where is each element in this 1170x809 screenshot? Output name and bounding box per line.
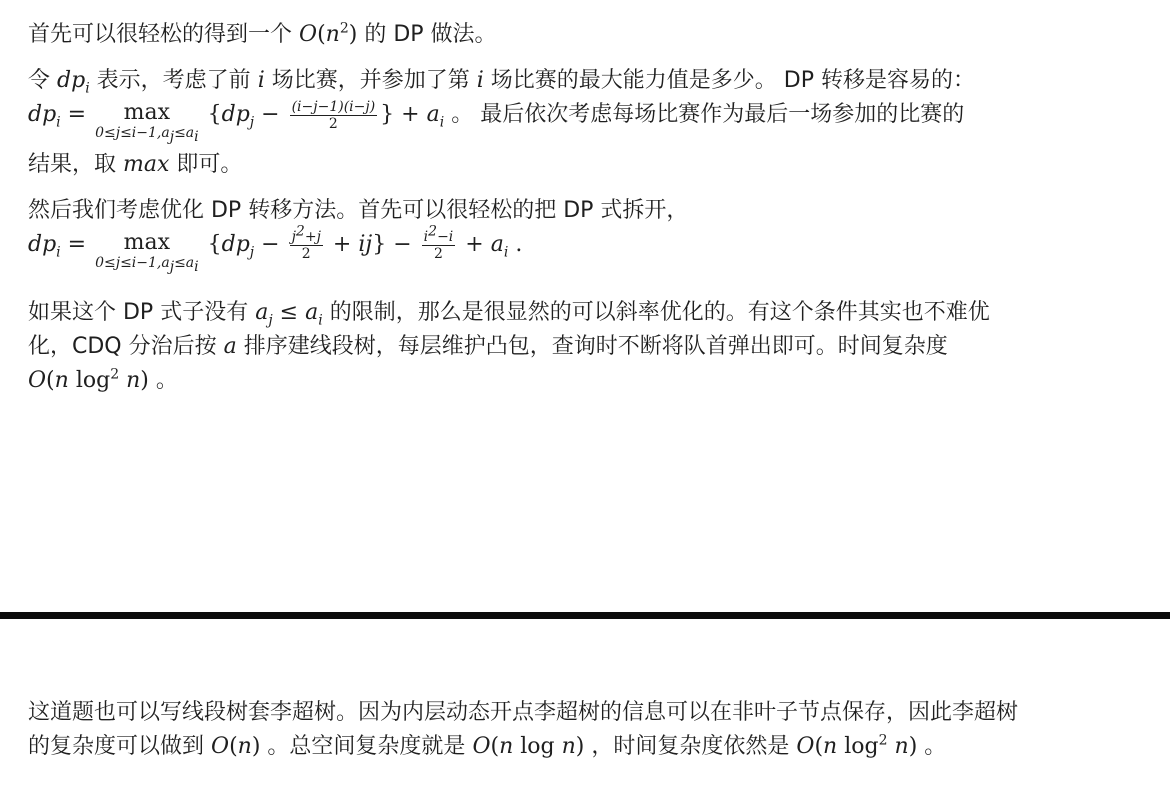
- opt-line-1: [28, 296, 1138, 330]
- alt-text: 。总空间复杂度就是: [267, 734, 466, 759]
- constraint-formula: $a_j \le a_i$: [255, 300, 323, 329]
- def-text: 表示，考虑了前: [96, 68, 251, 93]
- solution-part-1: [28, 18, 1138, 410]
- dp-j: $dp_j$: [221, 102, 255, 131]
- opt-line-2: [28, 330, 1138, 364]
- opt-text: 。: [155, 368, 178, 393]
- fraction-i: $\frac{i^2-i}{2}$: [423, 222, 454, 262]
- paragraph-expand: [28, 194, 1138, 284]
- period: .: [515, 232, 523, 257]
- transition-equation-1: [28, 98, 1138, 154]
- opt-text: 的限制，那么是很显然的可以斜率优化的。有这个条件其实也不难优: [329, 300, 990, 325]
- var-a: a: [223, 334, 237, 359]
- alt-text: 。: [924, 734, 947, 759]
- formula-paren: ): [348, 22, 365, 47]
- definition-line-1: [28, 64, 1138, 98]
- paragraph-optimization: [28, 296, 1138, 398]
- expand-text: 然后我们考虑优化 DP 转移方法。首先可以很轻松的把 DP 式拆开，: [28, 198, 689, 223]
- dp-symbol: $dp_i$: [28, 102, 61, 131]
- plus: +: [401, 102, 427, 127]
- section-divider: [0, 612, 1170, 619]
- def-text: 场比赛的最大能力值是多少。 DP 转移是容易的：: [490, 68, 975, 93]
- complexity-formula: O: [28, 368, 47, 393]
- intro-text: 首先可以很轻松的得到一个: [28, 22, 293, 47]
- complexity-formula: O: [211, 734, 230, 759]
- formula-paren: (: [317, 22, 326, 47]
- brace-open: {: [207, 232, 222, 257]
- opt-line-3: O(n $\log^2 n$) 。: [28, 366, 178, 393]
- alt-line-1: 这道题也可以写线段树套李超树。因为内层动态开点李超树的信息可以在非叶子节点保存，因此李超树: [28, 700, 1019, 725]
- definition-line-3: [28, 148, 1138, 182]
- var-i: i: [476, 68, 484, 93]
- equals: =: [67, 102, 94, 127]
- dp-symbol: $dp_i$: [28, 232, 61, 261]
- def-text: 结果，取: [28, 152, 117, 177]
- opt-text: 如果这个 DP 式子没有: [28, 300, 249, 325]
- def-text: 场比赛，并参加了第: [271, 68, 470, 93]
- complexity-formula: O: [472, 734, 491, 759]
- def-text: 即可。: [176, 152, 243, 177]
- alt-text: ，时间复杂度依然是: [591, 734, 790, 759]
- solution-part-2: [28, 696, 1138, 764]
- brace-close: }: [372, 232, 387, 257]
- alt-text: 的复杂度可以做到: [28, 734, 205, 759]
- minus: −: [261, 232, 287, 257]
- alt-line-2: 的复杂度可以做到 O(n) 。总空间复杂度就是 O(n log n) ，时间复杂度依然是 O(n $\log^2 n$) 。: [28, 732, 947, 759]
- plus: +: [465, 232, 491, 257]
- brace-close: }: [380, 102, 395, 127]
- minus: −: [393, 232, 419, 257]
- brace-open: {: [207, 102, 222, 127]
- var-i: i: [257, 68, 265, 93]
- a-i: $a_i$: [490, 232, 509, 261]
- term-ij: ij: [358, 232, 373, 257]
- complexity-formula: O: [299, 22, 318, 47]
- def-text: 。 最后依次考虑每场比赛作为最后一场参加的比赛的: [451, 102, 965, 127]
- formula-exp: 2: [339, 20, 349, 37]
- plus: +: [332, 232, 359, 257]
- fraction-cost: $\frac{(i-j-1)(i-j)}{2}$: [291, 98, 376, 132]
- opt-text: 化，CDQ 分治后按: [28, 334, 217, 359]
- dp-symbol: $dp_i$: [57, 68, 90, 97]
- opt-text: 排序建线段树，每层维护凸包，查询时不断将队首弹出即可。时间复杂度: [243, 334, 948, 359]
- complexity-formula: O: [796, 734, 815, 759]
- transition-equation-2: [28, 222, 1138, 284]
- formula-var: n: [325, 22, 340, 47]
- paragraph-intro: [28, 18, 1138, 52]
- intro-tail: 的 DP 做法。: [364, 22, 497, 47]
- a-i: $a_i$: [426, 102, 445, 131]
- max-operator: max $0\le j\le i-1,a_j\le a_i$: [95, 230, 199, 275]
- fraction-j: $\frac{j^2+j}{2}$: [291, 222, 321, 262]
- dp-j: $dp_j$: [221, 232, 255, 261]
- equals: =: [67, 232, 94, 257]
- paragraph-definition: [28, 64, 1138, 182]
- minus: −: [261, 102, 287, 127]
- max-operator: max $0\le j\le i-1,a_j\le a_i$: [95, 100, 199, 145]
- def-text: 令: [28, 68, 51, 93]
- max-word: max: [123, 152, 170, 177]
